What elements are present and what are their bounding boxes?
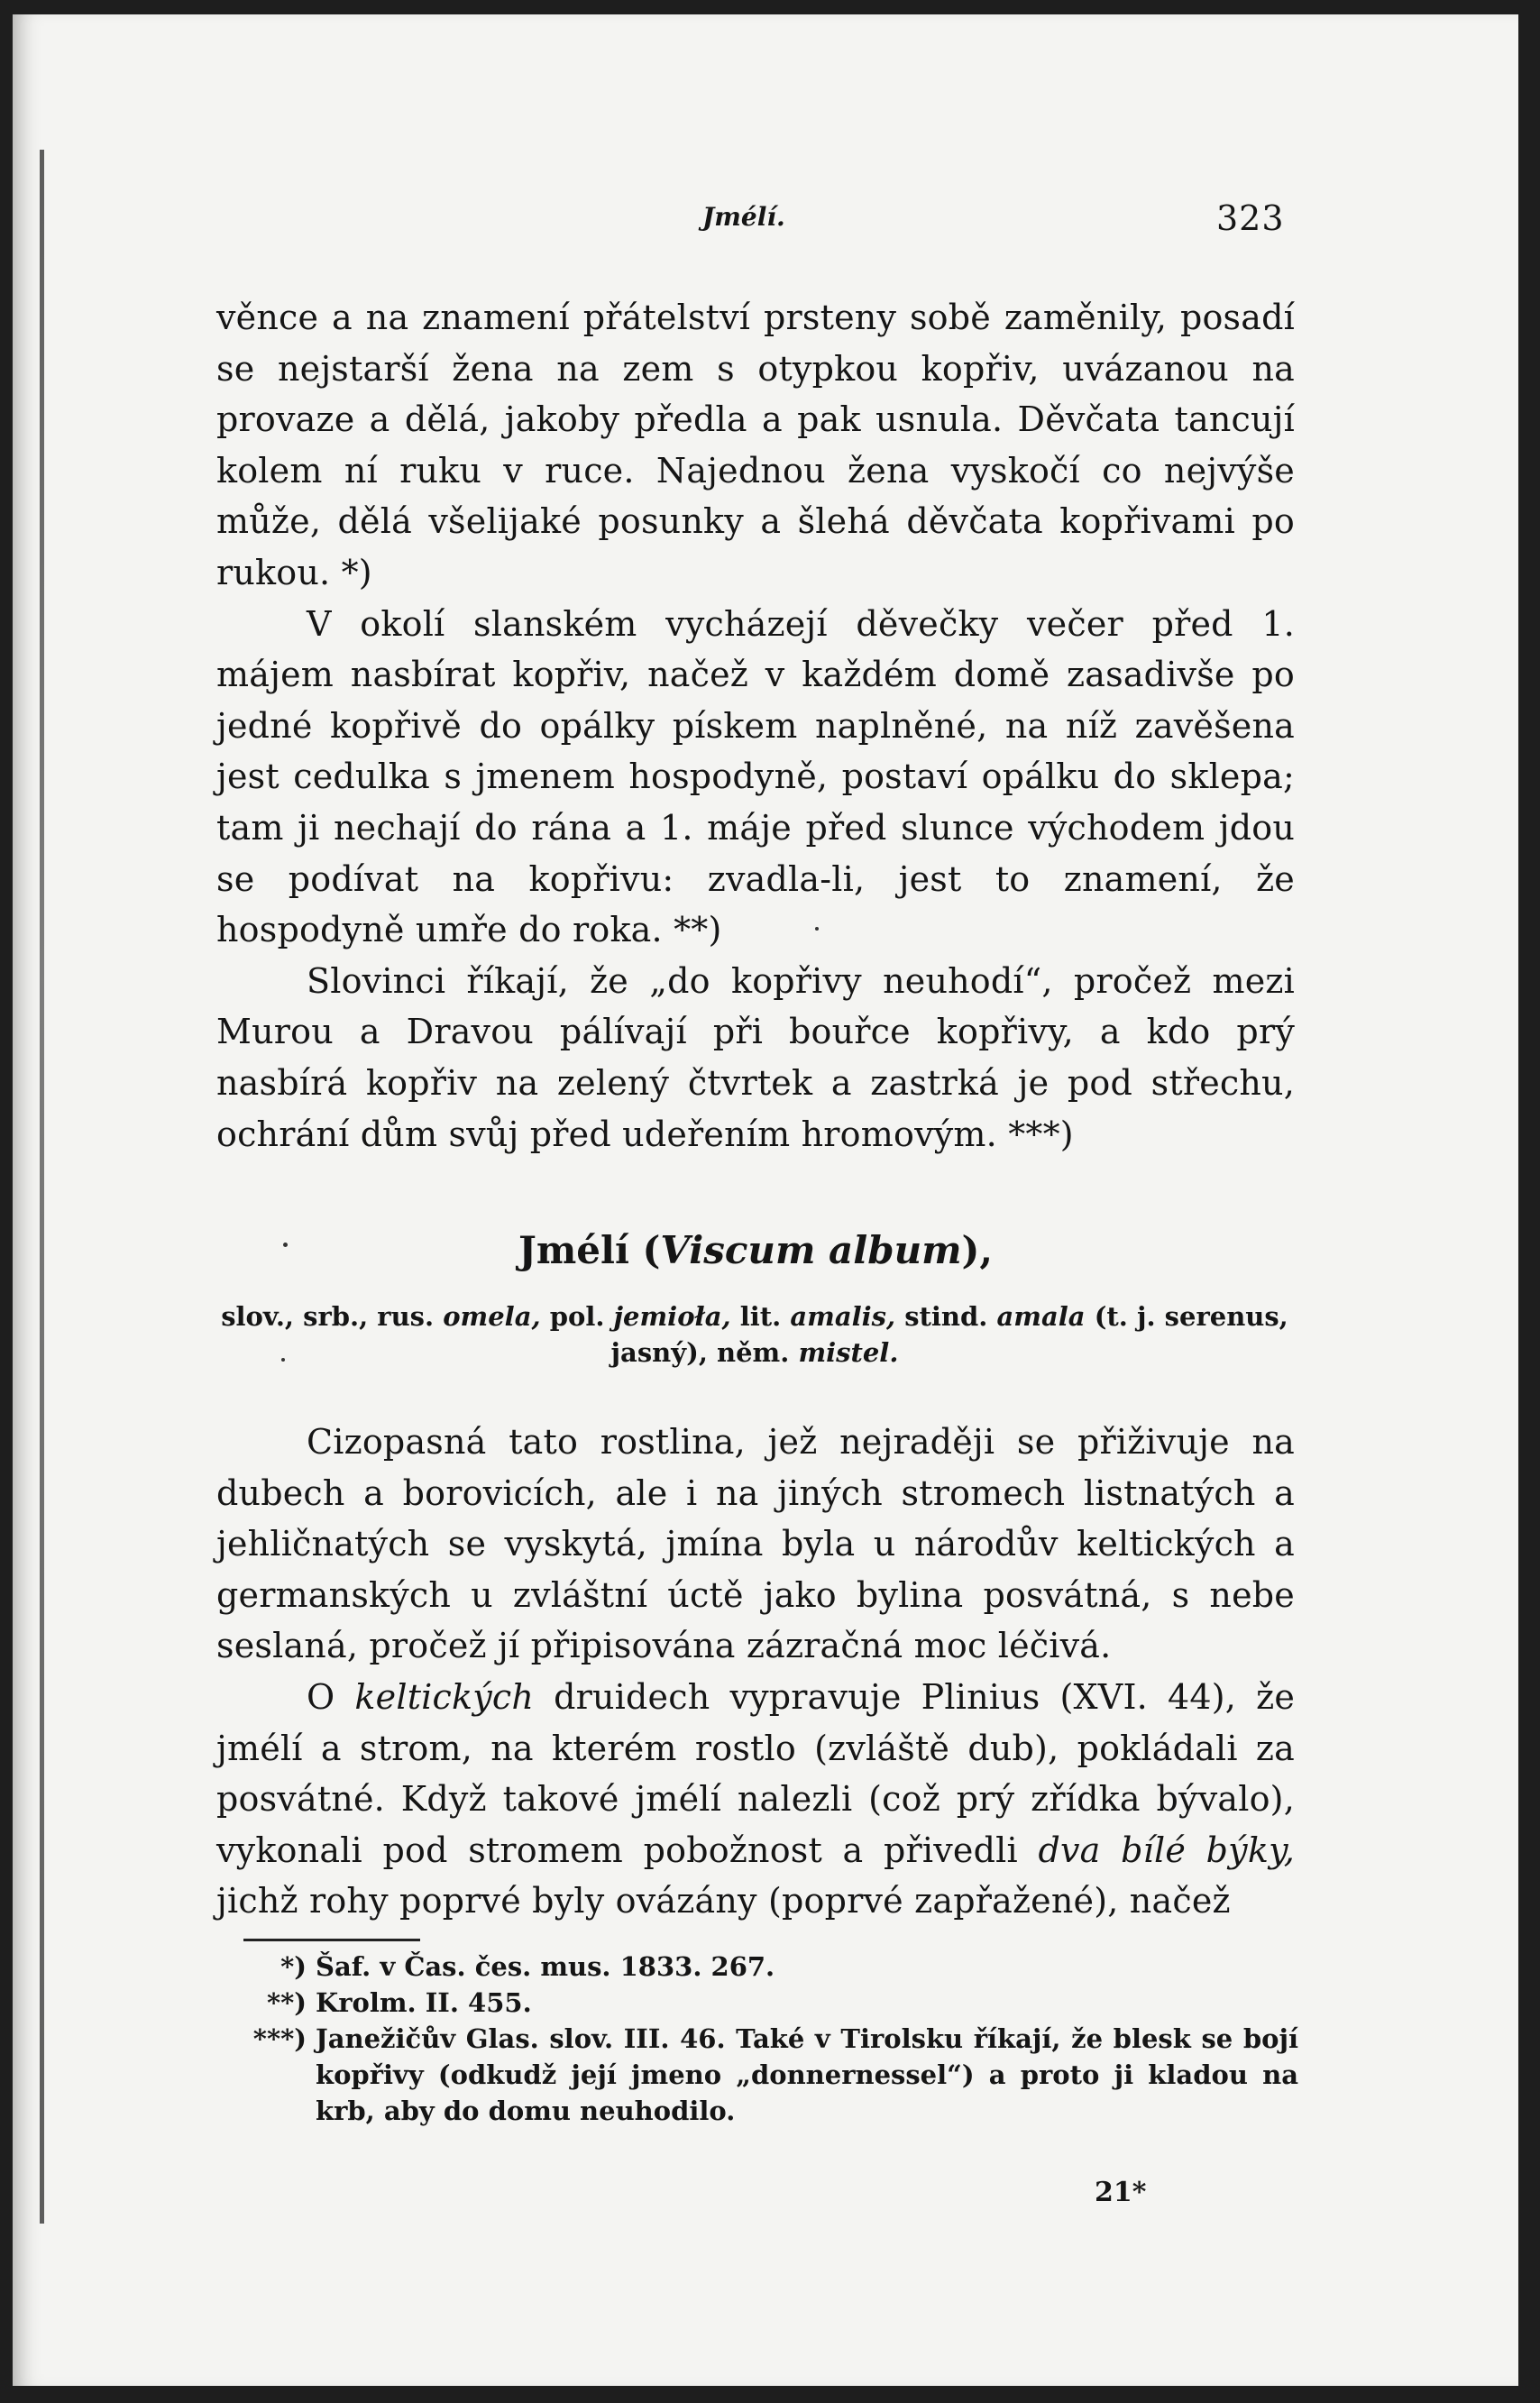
footnote-text: Krolm. II. 455. (316, 1987, 532, 2018)
print-speck (283, 1243, 288, 1247)
footnote-rule (243, 1939, 420, 1941)
paragraph (216, 1672, 1295, 1927)
binding-gutter-shadow (40, 150, 44, 2224)
synonym-lang: stind. (904, 1301, 988, 1332)
paragraph: V okolí slanském vycházejí děvečky večer před 1. májem nasbírat kopřiv, načež v každém domě zasadivše po jedné kopřivě do opálky pískem naplněné, na níž zavěšena jest cedulka s jmenem hospodyně, postaví opálku do sklepa; tam ji nechají do rána a 1. máje před slunce východem jdou se podívat na kopřivu: zvadla-li, jest to znamení, že hospodyně umře do roka. **) (216, 603, 1295, 950)
page-header (13, 191, 1518, 254)
latin-open: ( (642, 1228, 661, 1272)
synonym-lang: (t. j. serenus, jasný), něm. (610, 1301, 1288, 1368)
footnote-mark: *) (280, 1951, 307, 1982)
footnote-mark: **) (266, 1987, 307, 2018)
text-run: druidech vypravuje Plinius (XVI. 44), že jmélí a strom, na kterém rostlo (zvláště dub), pokládali za posvátné. Když takové jmélí nalezli (což prý zřídka bývalo), vykonali pod stromem pobožnost a přivedli (216, 1676, 1296, 1870)
italic-run: dva bílé býky, (1038, 1830, 1295, 1870)
latin-name: Viscum album (660, 1228, 962, 1272)
footnote-mark: ***) (252, 2023, 307, 2054)
section-title: Jmélí (518, 1228, 629, 1272)
synonym-lang: slov., srb., rus. (221, 1301, 435, 1332)
section-heading (216, 1228, 1295, 1272)
synonym-word: omela, (443, 1301, 541, 1332)
print-speck (815, 927, 819, 931)
footnotes (216, 1949, 1298, 2129)
synonym-word: mistel. (798, 1337, 899, 1368)
synonyms-line (207, 1298, 1302, 1371)
print-speck (281, 1358, 285, 1362)
text-run: O (307, 1676, 335, 1717)
footnote-text: Janežičův Glas. slov. III. 46. Také v Tirolsku říkají, že blesk se bojí kopřivy (odkudž její jmeno „donnernessel“) a proto ji kladou na krb, aby do domu neuhodilo. (316, 2023, 1298, 2126)
footnote (216, 1985, 1298, 2021)
synonym-word: amalis, (790, 1301, 896, 1332)
paragraph: Slovinci říkají, že „do kopřivy neuhodí“, pročež mezi Murou a Dravou pálívají při bouřce kopřivy, a kdo prý nasbírá kopřiv na zelený čtvrtek a zastrká je pod střechu, ochrání dům svůj před udeřením hromovým. ***) (216, 960, 1295, 1154)
synonym-lang: pol. (549, 1301, 605, 1332)
synonym-word: jemioła, (613, 1301, 731, 1332)
synonym-lang: lit. (739, 1301, 782, 1332)
body-text-lower (216, 1417, 1295, 1927)
page-number: 323 (1216, 198, 1285, 238)
synonym-word: amala (996, 1301, 1086, 1332)
paragraph: Cizopasná tato rostlina, jež nejraději se přiživuje na dubech a borovicích, ale i na jiných stromech listnatých a jehličnatých se vyskytá, jmína byla u národův keltických a germanských u zvláštní úctě jako bylina posvátná, s nebe seslaná, pročež jí připisována zázračná moc léčivá. (216, 1422, 1295, 1666)
paragraph: věnce a na znamení přátelství prsteny sobě zaměnily, posadí se nejstarší žena na zem s otypkou kopřiv, uvázanou na provaze a dělá, jakoby předla a pak usnula. Děvčata tancují kolem ní ruku v ruce. Najednou žena vyskočí co nejvýše může, dělá všelijaké posunky a šlehá děvčata kopřivami po rukou. *) (216, 298, 1295, 592)
running-title: Jmélí. (702, 202, 785, 232)
footnote (216, 2021, 1298, 2129)
text-run: jichž rohy poprvé byly ovázány (poprvé zapřažené), načež (216, 1881, 1231, 1921)
book-page (13, 14, 1518, 2386)
signature-mark: 21* (1095, 2177, 1147, 2208)
italic-run: keltických (354, 1676, 535, 1717)
footnote (216, 1949, 1298, 1985)
body-text-upper (216, 292, 1295, 1160)
latin-close: ), (961, 1228, 994, 1272)
footnote-text: Šaf. v Čas. čes. mus. 1833. 267. (316, 1951, 775, 1982)
